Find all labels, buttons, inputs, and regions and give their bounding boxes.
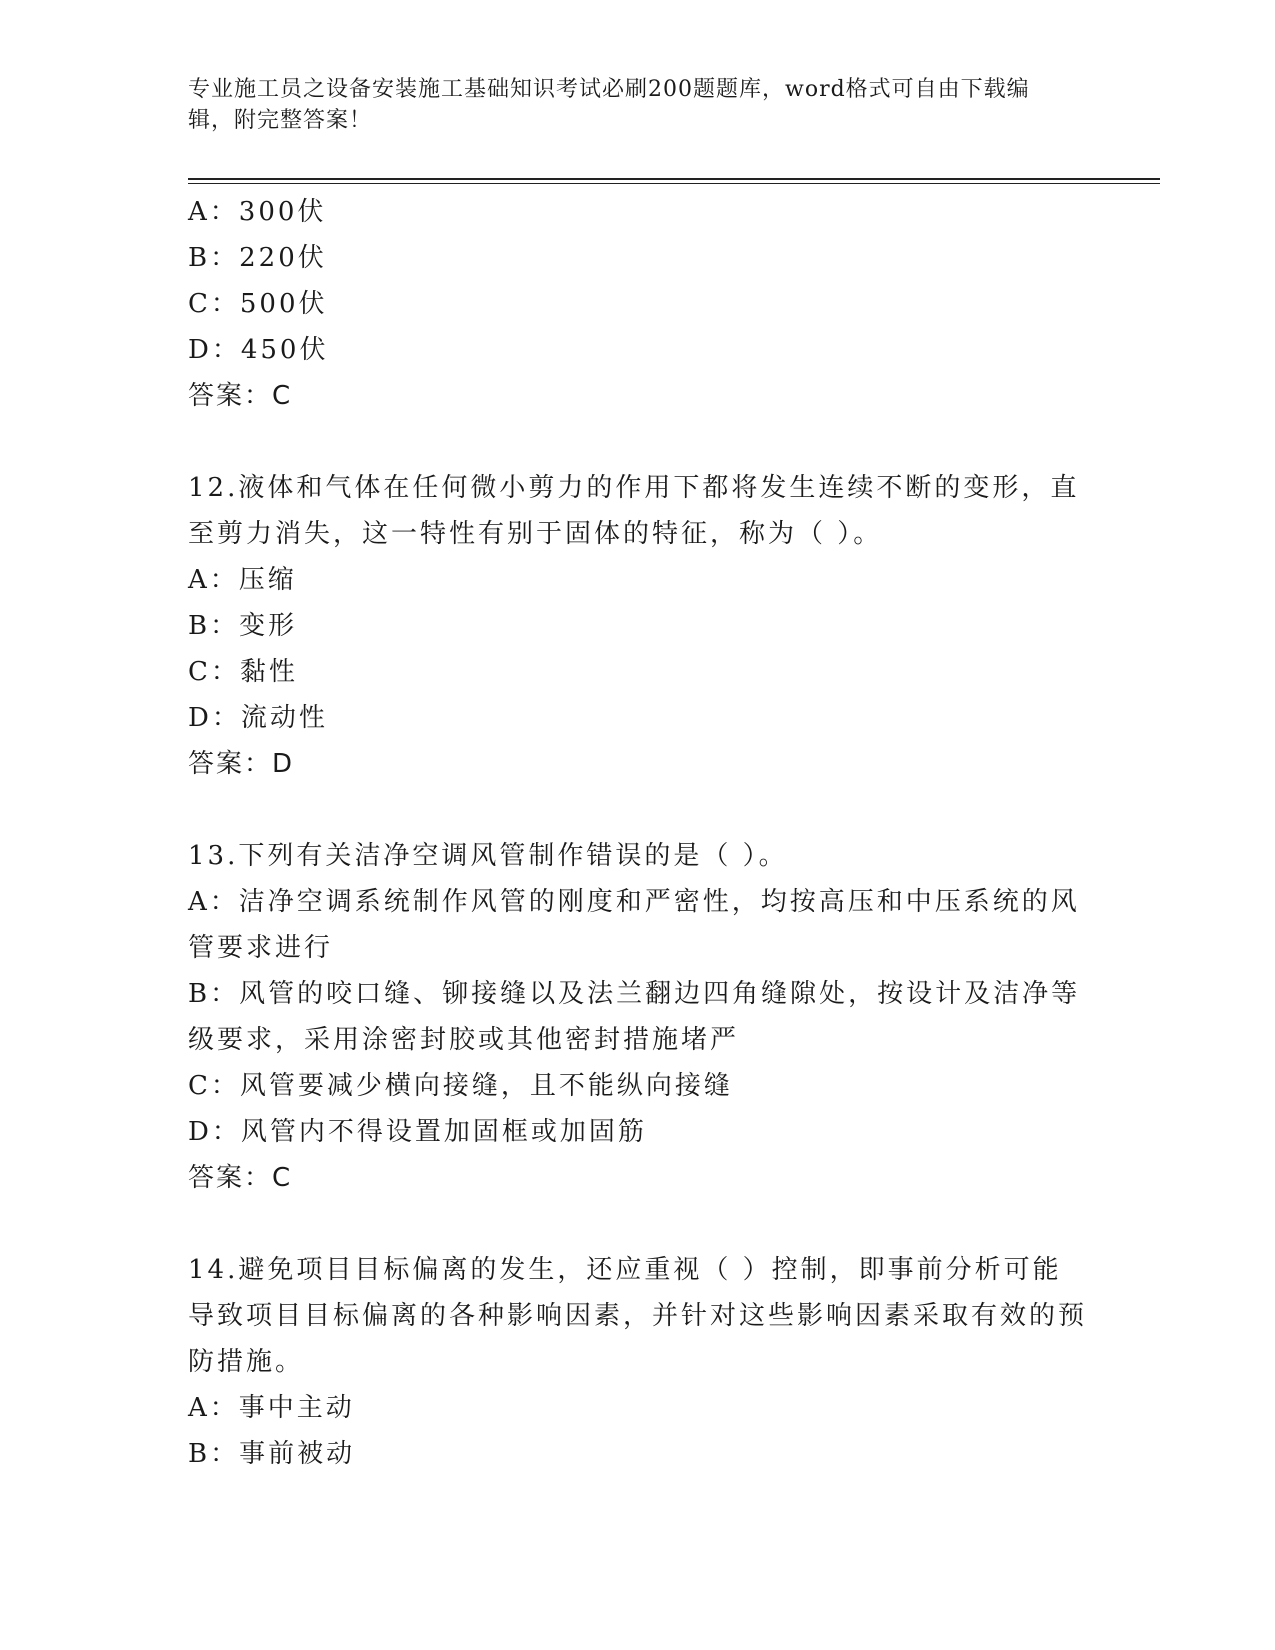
- answer-value: C: [272, 381, 293, 411]
- option-c: C：500伏: [188, 289, 328, 319]
- option-a: A：洁净空调系统制作风管的刚度和严密性，均按高压和中压系统的风管要求进行: [188, 887, 1080, 963]
- header-divider-thin: [188, 183, 1160, 184]
- answer-value: D: [272, 749, 295, 779]
- option-d: D：风管内不得设置加固框或加固筋: [188, 1117, 647, 1147]
- header-divider-thick: [188, 178, 1160, 180]
- header-title: 专业施工员之设备安装施工基础知识考试必刷200题题库，word格式可自由下载编辑，附完整答案！: [188, 77, 1030, 133]
- question-list: [188, 189, 1088, 1477]
- answer-line: [188, 1155, 1088, 1201]
- option-b: B：风管的咬口缝、铆接缝以及法兰翻边四角缝隙处，按设计及洁净等级要求，采用涂密封胶或其他密封措施堵严: [188, 979, 1081, 1055]
- question-stem: 13.下列有关洁净空调风管制作错误的是（ ）。: [188, 841, 788, 871]
- option-b: B：220伏: [188, 243, 327, 273]
- answer-label: 答案：: [188, 381, 273, 411]
- option-a: A：事中主动: [188, 1393, 355, 1423]
- option-c: C：风管要减少横向接缝，且不能纵向接缝: [188, 1071, 733, 1101]
- option-c: C：黏性: [188, 657, 298, 687]
- option-d: D：450伏: [188, 335, 329, 365]
- document-header: [188, 74, 1068, 136]
- option-d: D：流动性: [188, 703, 328, 733]
- question-12: [188, 465, 1088, 787]
- question-13: [188, 833, 1088, 1201]
- answer-label: 答案：: [188, 749, 273, 779]
- option-b: B：变形: [188, 611, 298, 641]
- answer-line: [188, 741, 1088, 787]
- answer-value: C: [272, 1163, 293, 1193]
- option-a: A：压缩: [188, 565, 297, 595]
- question-stem: 14.避免项目目标偏离的发生，还应重视（ ）控制，即事前分析可能导致项目目标偏离的各种影响因素，并针对这些影响因素采取有效的预防措施。: [188, 1255, 1088, 1377]
- answer-label: 答案：: [188, 1163, 273, 1193]
- option-a: A：300伏: [188, 197, 327, 227]
- question-stem: 12.液体和气体在任何微小剪力的作用下都将发生连续不断的变形，直至剪力消失，这一特性有别于固体的特征，称为（ ）。: [188, 473, 1080, 549]
- question-11: [188, 189, 1088, 419]
- option-b: B：事前被动: [188, 1439, 356, 1469]
- answer-line: [188, 373, 1088, 419]
- question-14: [188, 1247, 1088, 1477]
